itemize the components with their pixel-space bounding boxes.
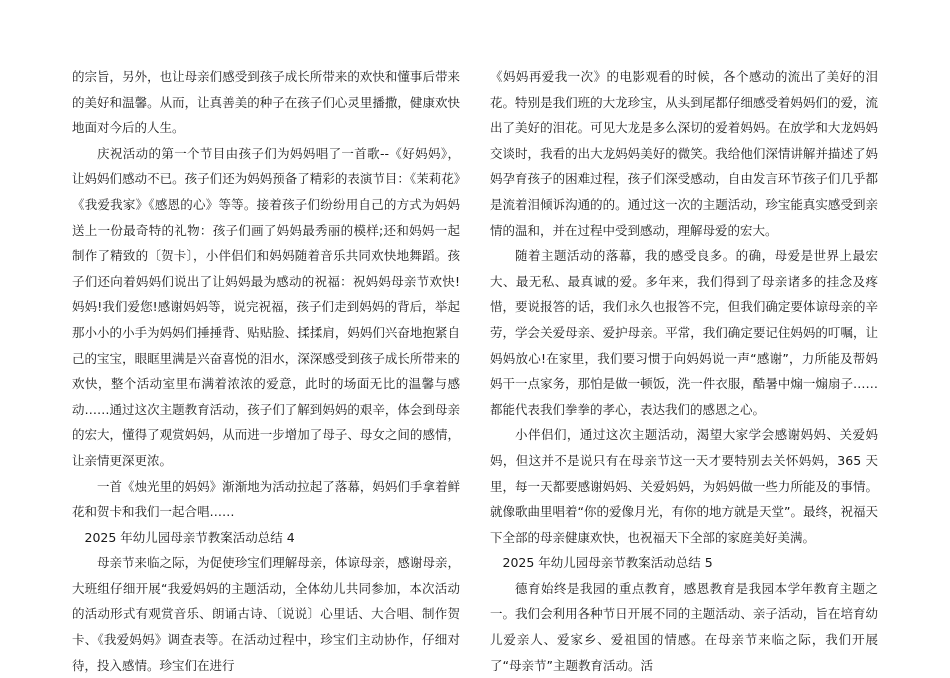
paragraph-section-5: 德育始终是我园的重点教育，感恩教育是我园本学年教育主题之一。我们会利用各种节日开展不同的主题活动、亲子活动，旨在培育幼儿爱亲人、爱家乡、爱祖国的情感。在母亲节来临之际，我们开展了“母亲节”主题教育活动。活 xyxy=(490,580,878,673)
right-column xyxy=(490,64,878,678)
paragraph-section-4: 母亲节来临之际，为促使珍宝们理解母亲，体谅母亲，感谢母亲，大班组仔细开展“我爱妈妈的主题活动，全体幼儿共同参加，本次活动的活动形式有观赏音乐、朗诵古诗、〔说说〕心里话、大合唱、制作贺卡、《我爱妈妈》调查表等。在活动过程中，珍宝们主动协作，仔细对待，投入感情。珍宝们在进行 xyxy=(72,555,460,673)
paragraph-movie: 《妈妈再爱我一次》的电影观看的时候，各个感动的流出了美好的泪花。特别是我们班的大龙珍宝，从头到尾都仔细感受着妈妈们的爱，流出了美好的泪花。可见大龙是多么深切的爱着妈妈。在放学和大龙妈妈交谈时，我看的出大龙妈妈美好的微笑。我给他们深情讲解并描述了妈妈孕育孩子的困难过程，孩子们深受感动，自由发言环节孩子们几乎都是流着泪倾诉沟通的的。通过这一次的主题活动，珍宝能真实感受到亲情的温和，并在过程中受到感动，理解母爱的宏大。 xyxy=(490,69,878,238)
paragraph-reflection: 随着主题活动的落幕，我的感受良多。的确，母爱是世界上最宏大、最无私、最真诚的爱。多年来，我们得到了母亲诸多的挂念及疼惜，要说报答的话，我们永久也报答不完，但我们确定要体谅母亲的辛劳，学会关爱母亲、爱护母亲。平常，我们确定要记住妈妈的叮嘱，让妈妈放心!在家里，我们要习惯于向妈妈说一声“感谢”，力所能及帮妈妈干一点家务，那怕是做一顿饭，洗一件衣服，酷暑中煽一煽扇子……都能代表我们拳拳的孝心，表达我们的感恩之心。 xyxy=(490,248,878,417)
paragraph-continued: 的宗旨，另外，也让母亲们感受到孩子成长所带来的欢快和懂事后带来的美好和温馨。从而，让真善美的种子在孩子们心灵里播撒，健康欢快地面对今后的人生。 xyxy=(72,69,460,136)
section-heading-5: 2025 年幼儿园母亲节教案活动总结 5 xyxy=(502,555,713,571)
paragraph-closing-song: 一首《烛光里的妈妈》渐渐地为活动拉起了落幕，妈妈们手拿着鲜花和贺卡和我们一起合唱…… xyxy=(72,478,460,520)
paragraph-wishes: 小伴侣们，通过这次主题活动，渴望大家学会感谢妈妈、关爱妈妈，但这并不是说只有在母亲节这一天才要特别去关怀妈妈，365 天里，每一天都要感谢妈妈、关爱妈妈，为妈妈做一些力所能及的事情。就像歌曲里唱着“你的爱像月光，有你的地方就是天堂”。最终，祝福天下全部的母亲健康欢快，也祝福天下全部的家庭美好美满。 xyxy=(490,427,878,545)
left-column xyxy=(72,64,460,678)
paragraph-first-program: 庆祝活动的第一个节目由孩子们为妈妈唱了一首歌--《好妈妈》，让妈妈们感动不已。孩子们还为妈妈预备了精彩的表演节目：《茉莉花》《我爱我家》《感恩的心》等等。接着孩子们纷纷用自己的方式为妈妈送上一份最奇特的礼物：孩子们画了妈妈最秀丽的模样;还和妈妈一起制作了精致的〔贺卡〕，小伴侣们和妈妈随着音乐共同欢快地舞蹈。孩子们还向着妈妈们说出了让妈妈最为感动的祝福：祝妈妈母亲节欢快!妈妈!我们爱您!感谢妈妈等，说完祝福，孩子们走到妈妈的背后，举起那小小的小手为妈妈们捶捶背、贴贴脸、揉揉肩，妈妈们兴奋地抱紧自己的宝宝，眼眶里满是兴奋喜悦的泪水，深深感受到孩子成长所带来的欢快，整个活动室里布满着浓浓的爱意，此时的场面无比的温馨与感动……通过这次主题教育活动，孩子们了解到妈妈的艰辛，体会到母亲的宏大，懂得了观赏妈妈，从而进一步增加了母子、母女之间的感情，让亲情更深更浓。 xyxy=(72,145,460,468)
section-heading-4: 2025 年幼儿园母亲节教案活动总结 4 xyxy=(84,529,295,545)
